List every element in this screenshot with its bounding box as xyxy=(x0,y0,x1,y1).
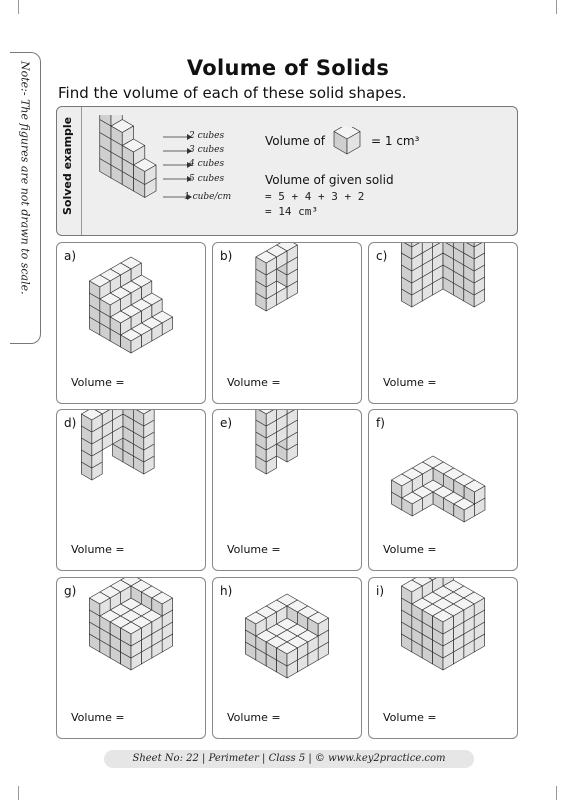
crop-mark-bottom-left xyxy=(18,786,19,800)
problem-label: i) xyxy=(376,584,385,598)
volume-answer-label: Volume = xyxy=(71,543,125,556)
volume-answer-label: Volume = xyxy=(227,376,281,389)
solved-example-tab xyxy=(57,107,82,235)
solved-example-label: Solved example xyxy=(61,116,74,215)
crop-mark-bottom-right xyxy=(556,786,557,800)
volume-answer-label: Volume = xyxy=(71,711,125,724)
solved-example-panel xyxy=(56,106,518,236)
volume-answer-label: Volume = xyxy=(227,711,281,724)
unit-cube-value: = 1 cm³ xyxy=(371,134,420,148)
problem-label: f) xyxy=(376,416,385,430)
problem-label: b) xyxy=(220,249,233,263)
calc-line-1: = 5 + 4 + 3 + 2 xyxy=(265,190,365,203)
tag-2-cubes: 2 cubes xyxy=(189,131,225,141)
volume-answer-label: Volume = xyxy=(383,543,437,556)
tag-1-cube-per-cm: 1 cube/cm xyxy=(184,192,232,202)
problem-label: h) xyxy=(220,584,233,598)
tag-3-cubes: 3 cubes xyxy=(189,145,225,155)
problem-card-h xyxy=(212,577,362,739)
side-note-box xyxy=(10,52,41,344)
problem-card-a xyxy=(56,242,206,404)
problem-card-f xyxy=(368,409,518,571)
footer-bar: Sheet No: 22 | Perimeter | Class 5 | © www.key2practice.com xyxy=(104,750,474,768)
volume-answer-label: Volume = xyxy=(227,543,281,556)
crop-mark-top-right xyxy=(556,0,557,14)
side-note-text: Note:- The figures are not drawn to scale. xyxy=(18,61,32,295)
problem-label: g) xyxy=(64,584,77,598)
problem-label: e) xyxy=(220,416,233,430)
tag-5-cubes: 5 cubes xyxy=(189,174,225,184)
unit-cube-icon xyxy=(333,127,363,161)
problem-card-e xyxy=(212,409,362,571)
page-title: Volume of Solids xyxy=(186,56,390,80)
problem-card-c xyxy=(368,242,518,404)
volume-answer-label: Volume = xyxy=(383,711,437,724)
volume-answer-label: Volume = xyxy=(71,376,125,389)
crop-mark-top-left xyxy=(18,0,19,14)
given-solid-label: Volume of given solid xyxy=(265,173,394,187)
problem-label: a) xyxy=(64,249,77,263)
problem-card-d xyxy=(56,409,206,571)
tag-4-cubes: 4 cubes xyxy=(189,159,225,169)
problem-label: d) xyxy=(64,416,77,430)
problem-card-b xyxy=(212,242,362,404)
volume-of-label: Volume of xyxy=(265,134,326,148)
problem-card-g xyxy=(56,577,206,739)
calc-line-2: = 14 cm³ xyxy=(265,205,318,218)
instruction-text: Find the volume of each of these solid shapes. xyxy=(58,84,407,102)
volume-answer-label: Volume = xyxy=(383,376,437,389)
problem-card-i xyxy=(368,577,518,739)
problem-label: c) xyxy=(376,249,388,263)
